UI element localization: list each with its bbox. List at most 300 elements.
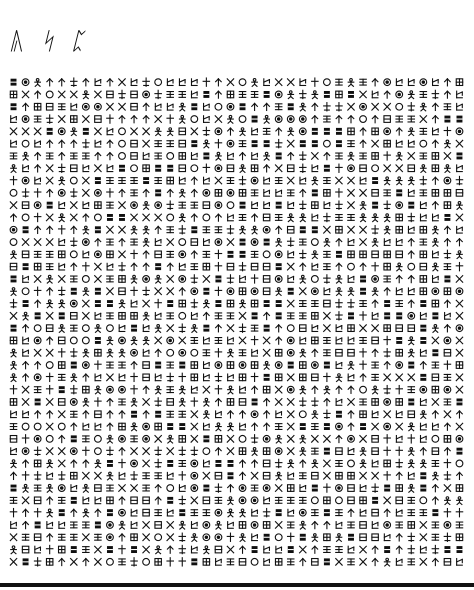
glyph: [239, 263, 245, 271]
bottom-rule: [0, 583, 474, 587]
glyph: [275, 497, 281, 503]
glyph: [22, 386, 28, 393]
glyph: [167, 251, 173, 257]
glyph: [433, 411, 439, 418]
glyph: [360, 116, 367, 123]
glyph: [203, 189, 210, 196]
glyph: [119, 140, 126, 147]
glyph: [120, 215, 125, 221]
glyph: [227, 165, 233, 172]
glyph: [204, 313, 210, 320]
glyph: [215, 190, 221, 197]
glyph: [71, 509, 77, 516]
glyph: [240, 104, 245, 110]
glyph: [372, 288, 378, 296]
glyph: [71, 374, 77, 382]
glyph: [119, 79, 125, 86]
glyph: [71, 472, 77, 479]
glyph: [119, 251, 125, 258]
glyph: [360, 509, 366, 516]
glyph: [433, 214, 439, 221]
glyph: [336, 497, 343, 504]
glyph: [59, 263, 65, 270]
glyph: [227, 362, 233, 369]
glyph: [191, 386, 197, 393]
glyph: [59, 276, 65, 283]
glyph: [408, 497, 414, 503]
glyph: [264, 92, 269, 98]
glyph: [11, 104, 16, 110]
glyph: [167, 362, 173, 368]
glyph: [143, 349, 149, 356]
glyph: [433, 423, 439, 430]
glyph: [252, 448, 258, 456]
glyph: [324, 534, 330, 541]
glyph: [336, 239, 342, 246]
glyph: [10, 534, 16, 541]
glyph: [324, 128, 329, 134]
glyph: [107, 79, 113, 86]
glyph: [180, 362, 185, 368]
glyph: [456, 288, 463, 295]
glyph: [445, 313, 451, 320]
glyph: [70, 337, 77, 344]
glyph: [324, 116, 330, 122]
glyph: [408, 522, 414, 529]
glyph: [227, 448, 233, 455]
glyph: [433, 497, 439, 504]
glyph: [167, 141, 173, 147]
glyph: [107, 313, 113, 319]
glyph: [131, 287, 137, 295]
glyph: [385, 485, 390, 491]
glyph: [83, 140, 89, 148]
glyph: [263, 337, 269, 344]
glyph: [372, 313, 378, 320]
glyph: [299, 411, 306, 418]
glyph: [324, 350, 330, 356]
glyph: [384, 534, 390, 541]
glyph: [95, 374, 101, 381]
glyph: [119, 325, 125, 332]
glyph: [35, 79, 41, 87]
glyph: [203, 202, 209, 209]
glyph: [251, 177, 258, 184]
glyph: [82, 239, 89, 246]
glyph: [71, 460, 77, 467]
glyph: [216, 411, 222, 418]
glyph: [312, 141, 317, 147]
glyph: [457, 153, 462, 159]
glyph: [203, 263, 209, 270]
glyph: [432, 153, 438, 160]
glyph: [119, 509, 126, 516]
glyph: [108, 547, 113, 553]
glyph: [155, 251, 161, 258]
glyph: [300, 325, 306, 332]
glyph: [228, 485, 234, 492]
glyph: [408, 510, 414, 516]
glyph: [444, 411, 450, 418]
glyph: [433, 226, 439, 234]
glyph: [324, 140, 331, 147]
glyph: [35, 399, 40, 405]
glyph: [215, 202, 222, 209]
glyph: [251, 373, 257, 381]
glyph: [311, 276, 318, 283]
glyph: [203, 276, 209, 283]
glyph: [336, 436, 342, 443]
glyph: [348, 116, 354, 123]
glyph: [131, 190, 137, 196]
glyph: [300, 190, 306, 197]
glyph: [216, 461, 221, 467]
glyph: [252, 103, 258, 110]
glyph: [82, 276, 89, 283]
glyph: [34, 276, 40, 283]
glyph: [348, 448, 354, 455]
glyph: [47, 484, 53, 492]
glyph: [456, 522, 462, 528]
glyph: [396, 288, 402, 295]
glyph: [167, 399, 173, 406]
glyph: [11, 325, 16, 331]
glyph: [420, 128, 426, 134]
glyph: [396, 522, 402, 528]
glyph: [300, 349, 306, 357]
glyph: [46, 264, 52, 270]
glyph: [59, 472, 65, 480]
glyph: [143, 534, 149, 541]
glyph: [239, 350, 245, 356]
glyph: [46, 325, 52, 332]
glyph: [167, 227, 173, 233]
glyph: [155, 337, 161, 344]
glyph: [167, 534, 173, 541]
glyph: [420, 510, 426, 516]
glyph: [216, 79, 222, 86]
glyph: [83, 497, 89, 504]
glyph: [167, 387, 173, 393]
glyph: [95, 263, 101, 270]
glyph: [10, 128, 16, 135]
glyph: [34, 202, 41, 209]
glyph: [251, 288, 258, 295]
glyph: [444, 374, 450, 380]
glyph: [287, 349, 294, 356]
glyph: [143, 337, 149, 345]
glyph: [179, 288, 185, 295]
glyph: [360, 91, 366, 98]
glyph: [324, 313, 330, 320]
glyph: [444, 177, 451, 184]
glyph: [324, 484, 330, 492]
glyph: [228, 349, 234, 357]
glyph: [384, 522, 391, 529]
glyph-table-svg: [8, 76, 466, 568]
glyph: [420, 386, 427, 393]
glyph: [70, 177, 77, 184]
glyph: [155, 497, 161, 504]
glyph: [300, 177, 306, 184]
glyph: [264, 239, 269, 245]
glyph: [155, 447, 161, 455]
glyph: [59, 362, 65, 369]
glyph: [168, 301, 173, 307]
glyph: [252, 349, 258, 356]
glyph: [34, 325, 41, 332]
glyph: [168, 165, 173, 171]
glyph: [83, 251, 89, 258]
glyph: [107, 472, 113, 480]
glyph: [252, 202, 258, 209]
glyph: [300, 250, 306, 258]
glyph: [59, 448, 65, 455]
glyph: [252, 79, 258, 87]
glyph: [191, 91, 197, 98]
glyph: [143, 116, 149, 123]
glyph: [372, 337, 378, 344]
glyph: [263, 460, 269, 467]
glyph: [179, 558, 185, 566]
glyph: [215, 263, 221, 271]
glyph: [456, 176, 462, 184]
glyph: [167, 153, 174, 160]
glyph: [420, 214, 426, 221]
glyph: [167, 288, 173, 295]
glyph: [107, 276, 113, 282]
glyph: [312, 325, 318, 332]
glyph-table: [8, 76, 466, 568]
glyph: [131, 534, 137, 541]
glyph: [300, 227, 305, 233]
glyph: [119, 448, 125, 455]
glyph: [444, 399, 450, 405]
glyph: [107, 251, 113, 258]
glyph: [143, 411, 149, 418]
glyph: [312, 177, 318, 185]
glyph: [155, 226, 161, 233]
glyph: [408, 116, 414, 122]
glyph: [384, 509, 390, 516]
glyph: [275, 386, 281, 393]
glyph: [408, 349, 414, 357]
glyph: [288, 547, 293, 553]
glyph: [95, 116, 101, 123]
glyph: [71, 436, 76, 442]
glyph: [22, 116, 29, 123]
glyph: [59, 399, 65, 406]
glyph: [300, 239, 306, 245]
glyph: [372, 103, 378, 110]
glyph: [215, 349, 221, 357]
glyph: [59, 164, 65, 172]
glyph: [95, 472, 101, 479]
glyph: [396, 140, 402, 147]
glyph: [408, 103, 414, 111]
glyph: [239, 485, 246, 492]
glyph: [384, 239, 390, 246]
glyph: [408, 559, 414, 565]
glyph: [433, 238, 439, 246]
glyph: [336, 189, 342, 197]
glyph: [107, 522, 114, 529]
glyph: [239, 116, 246, 123]
glyph: [384, 386, 390, 394]
glyph: [119, 559, 125, 565]
glyph: [433, 79, 439, 86]
glyph: [408, 300, 414, 307]
glyph: [372, 140, 378, 147]
glyph: [300, 534, 305, 540]
glyph: [348, 79, 354, 87]
glyph: [179, 545, 185, 553]
glyph: [372, 411, 378, 418]
glyph: [312, 398, 318, 406]
glyph: [131, 202, 138, 209]
glyph: [11, 116, 17, 123]
glyph: [348, 190, 354, 197]
glyph: [348, 239, 354, 246]
glyph: [300, 275, 306, 283]
glyph: [300, 386, 306, 394]
glyph: [432, 522, 438, 528]
glyph: [192, 141, 197, 147]
glyph: [23, 411, 29, 418]
glyph: [34, 263, 40, 270]
glyph: [288, 497, 294, 503]
glyph: [360, 338, 366, 344]
glyph: [119, 399, 125, 405]
glyph: [11, 448, 17, 455]
glyph: [432, 386, 438, 393]
glyph: [10, 559, 16, 566]
glyph: [336, 116, 342, 123]
glyph: [421, 374, 426, 380]
glyph: [10, 386, 16, 394]
glyph: [179, 226, 185, 234]
glyph: [131, 448, 137, 455]
glyph: [107, 558, 114, 565]
glyph: [275, 140, 281, 148]
glyph: [34, 485, 40, 491]
glyph: [204, 362, 210, 369]
glyph: [456, 300, 462, 307]
glyph: [420, 251, 426, 258]
glyph: [263, 251, 270, 258]
glyph: [46, 559, 52, 566]
glyph: [83, 411, 89, 418]
glyph: [155, 374, 161, 381]
glyph: [239, 559, 245, 566]
glyph: [34, 447, 40, 455]
glyph: [119, 202, 125, 209]
glyph: [239, 176, 245, 184]
glyph: [252, 547, 257, 553]
glyph: [445, 91, 451, 98]
glyph: [83, 460, 89, 467]
glyph: [203, 497, 209, 504]
glyph: [360, 226, 366, 233]
glyph: [408, 460, 414, 468]
glyph: [348, 485, 354, 492]
glyph: [70, 251, 77, 258]
glyph: [264, 399, 270, 406]
glyph: [239, 337, 245, 344]
glyph: [107, 435, 113, 443]
glyph: [204, 485, 209, 491]
glyph: [59, 116, 65, 123]
glyph: [251, 497, 258, 504]
glyph: [408, 251, 414, 258]
glyph: [396, 128, 402, 135]
glyph: [312, 411, 318, 419]
glyph: [95, 227, 100, 233]
glyph: [119, 411, 125, 418]
glyph: [191, 313, 197, 320]
glyph: [143, 435, 150, 442]
glyph: [312, 202, 318, 209]
glyph: [228, 337, 234, 344]
glyph: [264, 559, 270, 566]
glyph: [59, 497, 65, 503]
glyph: [119, 300, 125, 308]
glyph: [155, 546, 161, 554]
glyph: [59, 374, 65, 380]
sheet-title: ᚣ ᛋ ᛈ: [10, 27, 89, 55]
glyph: [215, 534, 222, 541]
glyph: [227, 202, 234, 209]
glyph: [336, 559, 342, 566]
glyph: [71, 313, 77, 320]
glyph: [336, 103, 342, 111]
glyph: [240, 509, 246, 517]
glyph: [288, 399, 294, 406]
glyph: [46, 165, 52, 172]
glyph: [34, 251, 40, 257]
glyph: [34, 189, 40, 197]
glyph: [47, 522, 53, 529]
glyph: [372, 165, 379, 172]
glyph: [324, 325, 330, 332]
glyph: [264, 103, 270, 110]
glyph: [312, 214, 318, 221]
glyph: [191, 264, 197, 270]
glyph: [83, 509, 89, 517]
glyph: [10, 337, 16, 344]
glyph: [203, 448, 210, 455]
glyph: [95, 251, 102, 258]
glyph: [432, 165, 438, 172]
glyph: [360, 190, 366, 197]
glyph: [445, 547, 450, 553]
glyph: [433, 116, 439, 123]
glyph: [408, 337, 414, 345]
glyph: [288, 423, 294, 430]
glyph: [58, 189, 65, 196]
glyph: [324, 559, 329, 565]
glyph: [22, 140, 29, 147]
glyph: [288, 79, 294, 86]
glyph: [95, 398, 101, 406]
glyph: [71, 559, 77, 566]
glyph: [444, 472, 450, 480]
glyph: [59, 411, 65, 418]
glyph: [34, 497, 40, 504]
glyph: [408, 263, 415, 270]
glyph: [179, 411, 185, 417]
glyph: [215, 373, 221, 381]
